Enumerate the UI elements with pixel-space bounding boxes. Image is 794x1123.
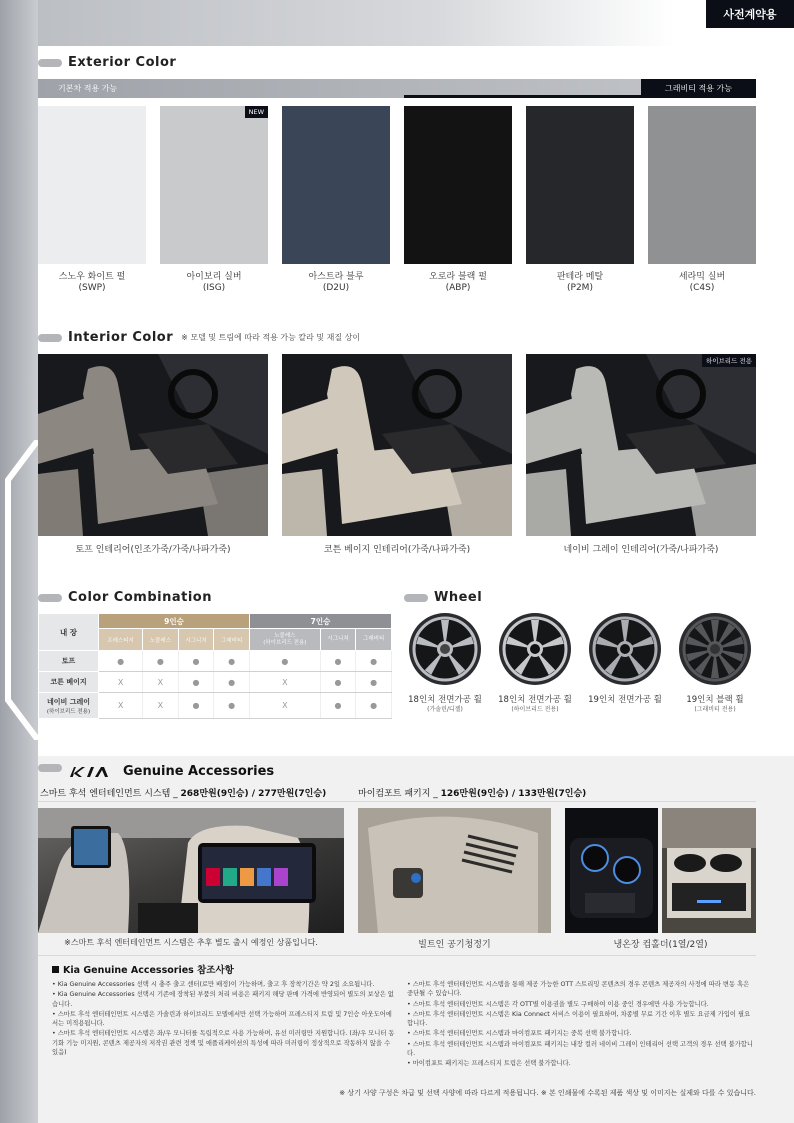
group-9-seats: 9인승 <box>99 614 250 629</box>
table-cell: ● <box>249 651 320 672</box>
title-bar <box>38 334 62 342</box>
table-cell: ● <box>178 651 214 672</box>
wheel-name <box>400 695 490 715</box>
color-name <box>404 272 512 294</box>
cupholder-photo-2 <box>662 808 756 933</box>
note-item: • 스마트 후석 엔터테인먼트 시스템은 각 OTT별 이용권을 별도 구매하여 이용 중인 경우에만 사용 가능합니다. <box>407 1000 709 1008</box>
table-cell: ● <box>178 693 214 719</box>
color-name <box>282 272 390 294</box>
interior-illustration <box>526 354 756 536</box>
footnote: ※ 상기 사양 구성은 차급 및 선택 사양에 따라 다르게 적용됩니다. ※ 본 인쇄물에 수록된 제품 색상 및 이미지는 실제와 다를 수 있습니다. <box>339 1089 756 1097</box>
color-swatch <box>160 106 268 264</box>
wheel-image <box>588 612 662 686</box>
row-sub: (하이브리드 전용) <box>46 708 91 715</box>
air-purifier-caption: 빌트인 공기청정기 <box>418 940 491 950</box>
table-row <box>39 651 392 672</box>
color-name-text: 아이보리 실버 <box>186 272 242 282</box>
exterior-title: Exterior Color <box>38 55 176 70</box>
strip-gravity-line <box>404 95 641 98</box>
package2-title: 마이컴포트 패키지 _ 126만원(9인승) / 133만원(7인승) <box>358 789 587 799</box>
trim-header: 시그니처 <box>320 629 356 651</box>
interior-illustration <box>282 354 512 536</box>
pre-contract-tag: 사전계약용 <box>706 0 794 28</box>
table-cell: X <box>143 693 179 719</box>
color-swatch <box>526 106 634 264</box>
new-badge: NEW <box>245 106 268 118</box>
strip-basic-label: 기본차 적용 가능 <box>58 84 118 93</box>
trim-header: 노블레스 <box>143 629 179 651</box>
interior-photo <box>38 354 268 536</box>
color-code: (D2U) <box>322 283 350 293</box>
kia-logo <box>68 765 118 779</box>
row-name: 네이비 그레이 <box>46 697 90 706</box>
table-cell: X <box>99 693 143 719</box>
cupholder-illustration-1 <box>565 808 658 933</box>
row-header <box>39 693 99 719</box>
color-swatch <box>38 106 146 264</box>
color-name <box>38 272 146 294</box>
interior-note: ※ 모델 및 트림에 따라 적용 가능 칼라 및 재질 상이 <box>181 333 361 342</box>
interior-name: 토프 인테리어(인조가죽/가죽/나파가죽) <box>75 545 231 555</box>
table-cell: ● <box>320 693 356 719</box>
table-cell: ● <box>178 672 214 693</box>
table-cell: ● <box>356 651 392 672</box>
row-header <box>39 672 99 693</box>
notes-right <box>407 980 754 1070</box>
color-swatch <box>648 106 756 264</box>
interior-photo <box>282 354 512 536</box>
table-cell: ● <box>214 693 250 719</box>
group-7-seats: 7인승 <box>249 614 391 629</box>
row-name: 코튼 베이지 <box>50 678 87 686</box>
color-code: (ISG) <box>202 283 226 293</box>
wheel-image <box>678 612 752 686</box>
interior-photo <box>526 354 756 536</box>
color-name <box>648 272 756 294</box>
accessories-title: Genuine Accessories <box>123 764 275 779</box>
color-name-text: 오로라 블랙 펄 <box>429 272 487 282</box>
note-item: • 스마트 후석 엔터테인먼트 시스템과 마이컴포트 패키지는 내장 컬러 네이비 그레이 인테리어 선택 고객의 경우 선택 불가합니다. <box>407 1040 753 1058</box>
wheel-name-text: 19인치 전면가공 휠 <box>588 695 662 705</box>
wheel-name-text: 19인치 블랙 휠 <box>686 695 744 705</box>
air-purifier-illustration <box>358 808 551 933</box>
table-cell: ● <box>320 672 356 693</box>
wheel-sub: (가솔린/디젤) <box>427 706 463 713</box>
wheel-image <box>498 612 572 686</box>
color-code: (ABP) <box>445 283 471 293</box>
color-name-text: 아스트라 블루 <box>308 272 364 282</box>
trim-header: 그래비티 <box>214 629 250 651</box>
wheel-image <box>408 612 482 686</box>
accessories-bar <box>38 764 68 772</box>
row-name: 토프 <box>61 657 76 665</box>
table-cell: ● <box>214 672 250 693</box>
note-item: • Kia Genuine Accessories 선택시 기존에 장착된 부품의 처리 비용은 패키지 해당 판매 가격에 반영되어 별도의 보상은 없습니다. <box>52 991 394 1008</box>
title-bar <box>404 594 428 602</box>
trim-header: 프레스티지 <box>99 629 143 651</box>
package1-title: 스마트 후석 엔터테인먼트 시스템 _ 268만원(9인승) / 277만원(7인승) <box>40 789 327 799</box>
divider <box>38 801 756 802</box>
color-name <box>526 272 634 294</box>
color-combination-table <box>38 613 392 719</box>
notes-title: Kia Genuine Accessories 참조사항 <box>52 962 234 976</box>
table-row <box>39 693 392 719</box>
table-row <box>39 672 392 693</box>
title-bar <box>38 764 62 772</box>
note-item: • 스마트 후석 엔터테인먼트 시스템은 좌/우 모니터를 독립적으로 사용 가능하며, 유선 미러링만 지원합니다. (좌/우 모니터 동기화 기능 미지원, 콘텐츠 제공자의 저작권 관련 정책 및 애플리케이션의 특성에 따라 미러링이 정상적으로 작동하지 않을 수 있음) <box>52 1030 395 1057</box>
table-cell: ● <box>214 651 250 672</box>
table-cell: ● <box>320 651 356 672</box>
color-name-text: 세라믹 실버 <box>678 272 726 282</box>
notes-left <box>52 980 397 1058</box>
table-cell: ● <box>99 651 143 672</box>
color-name-text: 스노우 화이트 펄 <box>58 272 126 282</box>
table-corner: 내 장 <box>39 614 99 651</box>
top-band <box>0 0 794 46</box>
divider <box>38 955 756 956</box>
strip-gravity-label: 그래비티 적용 가능 <box>641 79 756 98</box>
note-item: • 마이컴포트 패키지는 프레스티지 트림은 선택 불가합니다. <box>407 1060 571 1068</box>
table-cell: X <box>143 672 179 693</box>
notes-square-icon <box>52 966 59 973</box>
wheel-name-text: 18인치 전면가공 휠 <box>408 695 482 705</box>
color-code: (SWP) <box>78 283 106 293</box>
color-code: (P2M) <box>567 283 593 293</box>
note-item: • 스마트 후석 엔터테인먼트 시스템은 Kia Connect 서비스 이용이 필요하며, 차종별 무료 기간 이후 별도 요금제 가입이 필요합니다. <box>407 1010 751 1028</box>
color-name-text: 판테라 메탈 <box>556 272 604 282</box>
interior-name: 코튼 베이지 인테리어(가죽/나파가죽) <box>323 545 471 555</box>
trim-header: 노블레스 (하이브리드 전용) <box>249 629 320 651</box>
exterior-strip <box>38 79 756 98</box>
table-cell: X <box>249 693 320 719</box>
wheel-sub: (그래비티 전용) <box>694 706 736 713</box>
entertainment-photo <box>38 808 344 933</box>
interior-name: 네이비 그레이 인테리어(가죽/나파가죽) <box>563 545 719 555</box>
title-bar <box>38 59 62 67</box>
hexagon-decoration <box>0 440 38 740</box>
wheel-sub: (하이브리드 전용) <box>511 706 559 713</box>
color-code: (C4S) <box>689 283 715 293</box>
table-cell: X <box>99 672 143 693</box>
entertainment-illustration <box>38 808 344 933</box>
note-item: • Kia Genuine Accessories 선택 시 충주 출고 센터(로만 배정)이 가능하며, 출고 후 장착기간은 약 2일 소요됩니다. <box>52 981 375 988</box>
note-item: • 스마트 후석 엔터테인먼트 시스템과 마이컴포트 패키지는 중복 선택 불가합니다. <box>407 1030 632 1038</box>
table-cell: ● <box>356 672 392 693</box>
cupholder-caption: 냉온장 컵홀더(1열/2열) <box>613 940 708 950</box>
hybrid-badge: 하이브리드 전용 <box>702 354 756 367</box>
cupholder-illustration-2 <box>662 808 756 933</box>
entertainment-caption: ※스마트 후석 엔터테인먼트 시스템은 추후 별도 출시 예정인 상품입니다. <box>64 938 318 947</box>
wheel-name <box>580 695 670 705</box>
color-swatch <box>404 106 512 264</box>
note-item: • 스마트 후석 엔터테인먼트 시스템은 가솔린과 하이브리드 모델에서만 선택 가능하며 프레스티지 트림 및 7인승 아웃도어에서는 미적용됩니다. <box>52 1010 392 1028</box>
interior-title: Interior Color ※ 모델 및 트림에 따라 적용 가능 칼라 및 재질 상이 <box>38 330 360 345</box>
table-cell: ● <box>143 651 179 672</box>
wheel-title: Wheel <box>404 590 482 605</box>
wheel-name-text: 18인치 전면가공 휠 <box>498 695 572 705</box>
wheel-name <box>490 695 580 715</box>
trim-header: 그래비티 <box>356 629 392 651</box>
cupholder-photo-1 <box>565 808 658 933</box>
table-cell: ● <box>356 693 392 719</box>
wheel-name <box>670 695 760 715</box>
combination-title: Color Combination <box>38 590 212 605</box>
title-bar <box>38 594 62 602</box>
note-item: • 스마트 후석 엔터테인먼트 시스템을 통해 제공 가능한 OTT 스트리밍 콘텐츠의 경우 콘텐츠 제공자의 사정에 따라 변동 혹은 중단될 수 있습니다. <box>407 981 750 998</box>
air-purifier-photo <box>358 808 551 933</box>
trim-header: 시그니처 <box>178 629 214 651</box>
table-cell: X <box>249 672 320 693</box>
color-swatch <box>282 106 390 264</box>
interior-illustration <box>38 354 268 536</box>
color-name <box>160 272 268 294</box>
row-header <box>39 651 99 672</box>
